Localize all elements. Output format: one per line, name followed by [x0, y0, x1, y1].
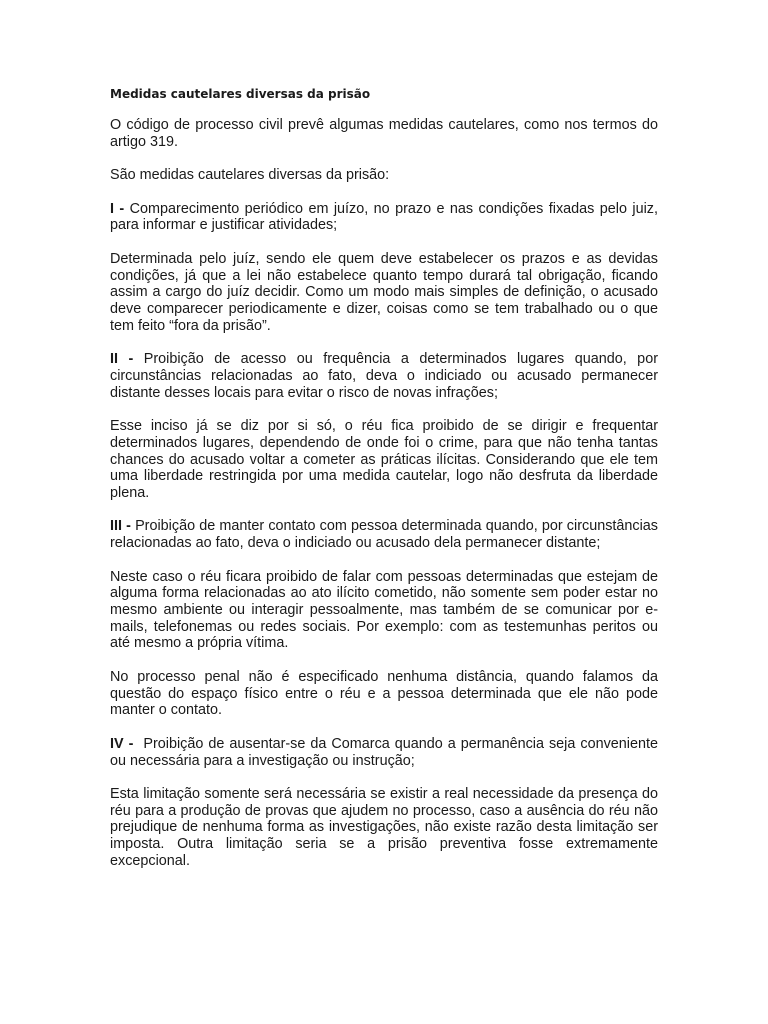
item-number: I -	[110, 200, 125, 217]
paragraph-text: Esta limitação somente será necessária se existir a real necessidade da presença do réu para a produção de provas que ajudem no processo, caso a ausência do réu não prejudique de nenhuma forma as investigações, não existe razão desta limitação ser imposta. Outra limitação seria se a prisão preventiva fosse extremamente excepcional.	[110, 786, 658, 869]
item-text: Proibição de manter contato com pessoa determinada quando, por circunstâncias relacionadas ao fato, deva o indiciado ou acusado dela permanecer distante;	[110, 518, 658, 552]
item-text: Proibição de ausentar-se da Comarca quando a permanência seja conveniente ou necessária para a investigação ou instrução;	[110, 735, 662, 769]
paragraph-text: No processo penal não é especificado nenhuma distância, quando falamos da questão do espaço físico entre o réu e a pessoa determinada que ele não pode manter o contato.	[110, 668, 658, 719]
list-item-ii	[110, 351, 658, 401]
list-item-iv	[110, 735, 662, 769]
paragraph	[110, 418, 658, 502]
paragraph-text: São medidas cautelares diversas da prisão:	[110, 167, 390, 184]
list-item-iii	[110, 518, 658, 551]
paragraph-text: Determinada pelo juíz, sendo ele quem deve estabelecer os prazos e as devidas condições, já que a lei não estabelece quanto tempo durará tal obrigação, ficando assim a cargo do juíz decidir. Como um modo mais simples de definição, o acusado deve comparecer periodicamente e dizer, coisas como se tem trabalhado ou o que tem feito “fora da prisão”.	[110, 250, 658, 334]
list-item-i	[110, 201, 658, 234]
paragraph-text: Esse inciso já se diz por si só, o réu fica proibido de se dirigir e frequentar determinados lugares, dependendo de onde foi o crime, para que não tenha tantas chances do acusado voltar a cometer as práticas ilícitas. Considerando que ele tem uma liberdade restringida por uma medida cautelar, logo não desfruta da liberdade plena.	[110, 418, 658, 501]
item-text: Comparecimento periódico em juízo, no prazo e nas condições fixadas pelo juiz, para informar e justificar atividades;	[110, 200, 658, 234]
paragraph	[110, 669, 658, 719]
paragraph	[110, 569, 658, 653]
document-title: Medidas cautelares diversas da prisão	[110, 87, 371, 101]
paragraph	[110, 786, 658, 870]
paragraph-text: Neste caso o réu ficara proibido de falar com pessoas determinadas que estejam de alguma forma relacionadas ao ato ilícito cometido, não somente sem poder estar no mesmo ambiente ou interagir pessoalmente, mas também de se comunicar por e-mails, telefonemas ou redes sociais. Por exemplo: com as testemunhas peritos ou até mesmo a própria vítima.	[110, 568, 658, 652]
paragraph-text: O código de processo civil prevê algumas medidas cautelares, como nos termos do artigo 319.	[110, 117, 658, 150]
item-number: III -	[110, 518, 131, 535]
paragraph	[110, 167, 658, 184]
item-number: IV -	[110, 735, 134, 752]
item-text: Proibição de acesso ou frequência a determinados lugares quando, por circunstâncias relacionadas ao fato, deva o indiciado ou acusado permanecer distante desses locais para evitar o risco de novas infrações;	[110, 351, 658, 401]
item-number: II -	[110, 351, 134, 368]
paragraph	[110, 117, 658, 150]
paragraph	[110, 251, 658, 335]
